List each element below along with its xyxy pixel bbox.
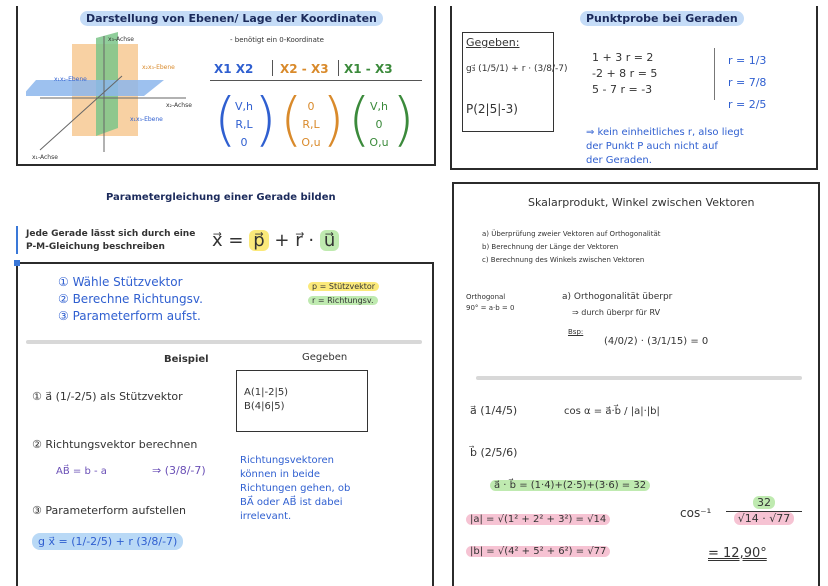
- intro-accent-bar: [16, 226, 18, 254]
- column-values-x1x3: V,h 0 O,u: [369, 100, 389, 149]
- plane-x1x2: [26, 80, 164, 96]
- dot-product: a⃗ · b⃗ = (1·4)+(2·5)+(3·6) = 32: [490, 480, 650, 491]
- line-equation: g₃⃗ (1/5/1) + r · (3/8/-7): [466, 64, 568, 74]
- parametergleichung-title: Parametergleichung einer Gerade bilden: [106, 192, 336, 203]
- length-b: |b| = √(4² + 5² + 6²) = √77: [466, 546, 610, 557]
- x1-axis-label: x₁-Achse: [32, 154, 58, 161]
- coordinate-planes-diagram: [26, 32, 196, 160]
- legend: p = Stützvektor r = Richtungsv.: [308, 280, 379, 308]
- steps-list: ① Wähle Stützvektor ② Berechne Richtungsv. ③ Parameterform aufst.: [58, 275, 203, 323]
- table-underline: [210, 80, 422, 81]
- card-ebenen: [16, 6, 436, 166]
- beispiel-label: Beispiel: [164, 354, 209, 365]
- step3-text: ③ Parameterform aufstellen: [32, 504, 186, 517]
- cos-inverse: cos⁻¹: [680, 506, 712, 520]
- cos-fraction: 32 √14 · √77: [726, 496, 802, 525]
- x2-axis-label: x₂-Achse: [166, 102, 192, 109]
- param-form-result: g x⃗ = (1/-2/5) + r (3/8/-7): [32, 530, 183, 549]
- paren-right: ): [254, 85, 277, 153]
- column-divider: [338, 60, 339, 76]
- section-divider: [476, 376, 802, 380]
- card-skalarprodukt: [452, 182, 820, 586]
- cos-formula: cos α = a⃗·b⃗ / |a|·|b|: [564, 406, 660, 417]
- plane-x1x3-label: x₁x₃-Ebene: [130, 116, 163, 123]
- paren-left: (: [280, 85, 303, 153]
- direction-note: Richtungsvektoren können in beide Richtungen gehen, ob BA⃗ oder AB⃗ ist dabei irrelevant.: [240, 455, 351, 522]
- plane-x2x3-label: x₂x₃-Ebene: [142, 64, 175, 71]
- column-values-x2x3: 0 R,L O,u: [301, 100, 321, 149]
- ab-formula: AB⃗ = b - a: [56, 466, 107, 477]
- topics-list: a) Überprüfung zweier Vektoren auf Orthogonalität b) Berechnung der Länge der Vektoren c) Berechnung des Winkels zwischen Vektoren: [482, 230, 661, 264]
- paren-right: ): [392, 85, 415, 153]
- intro-text: Jede Gerade lässt sich durch eine P-M-Gleichung beschreiben: [26, 229, 196, 252]
- angle-result: = 12,90°: [708, 546, 767, 561]
- corner-marker: [14, 260, 20, 266]
- bsp-equation: (4/0/2) · (3/1/15) = 0: [604, 336, 709, 347]
- skalarprodukt-title: Skalarprodukt, Winkel zwischen Vektoren: [528, 196, 755, 209]
- given-point: P(2|5|-3): [466, 102, 518, 116]
- column-values-x1x2: V,h R,L 0: [235, 100, 253, 149]
- column-head-x1x3: X1 - X3: [344, 62, 393, 76]
- vector-b: b⃗ (2/5/6): [470, 446, 518, 459]
- column-head-x1x2: X1 X2: [214, 62, 254, 76]
- ortho-sub: ⇒ durch überpr für RV: [572, 308, 661, 317]
- gegeben-label: Gegeben: [302, 352, 348, 363]
- card-beispiel: [16, 262, 434, 586]
- step1-text: ① a⃗ (1/-2/5) als Stützvektor: [32, 390, 183, 403]
- column-head-x2x3: X2 - X3: [280, 62, 329, 76]
- ortho-check: a) Orthogonalität überpr: [562, 292, 673, 302]
- bsp-label: Bsp:: [568, 328, 584, 336]
- equation-system: 1 + 3 r = 2 -2 + 8 r = 5 5 - 7 r = -3: [592, 51, 658, 96]
- solutions-divider: [714, 48, 715, 100]
- paren-left: (: [348, 85, 371, 153]
- card-punktprobe: [450, 6, 818, 170]
- ab-result: ⇒ (3/8/-7): [152, 464, 206, 477]
- given-label: Gegeben:: [466, 36, 520, 49]
- plane-x1x2-label: x₁x₂-Ebene: [54, 76, 87, 83]
- solutions: r = 1/3 r = 7/8 r = 2/5: [728, 54, 767, 111]
- given-points: A(1|-2|5) B(4|6|5): [244, 387, 289, 412]
- section-divider: [26, 340, 422, 344]
- column-divider: [272, 60, 273, 76]
- parameter-formula: x⃗ = p⃗ + r⃗ · u⃗: [212, 230, 339, 251]
- orthogonal-note: Orthogonal 90° = a·b = 0: [466, 293, 515, 312]
- x3-axis-label: x₃-Achse: [108, 36, 134, 43]
- step2-text: ② Richtungsvektor berechnen: [32, 438, 198, 451]
- ebenen-title: Darstellung von Ebenen/ Lage der Koordinaten: [80, 12, 383, 25]
- conclusion-text: ⇒ kein einheitliches r, also liegt der Punkt P auch nicht auf der Geraden.: [586, 127, 744, 166]
- vector-a: a⃗ (1/4/5): [470, 404, 518, 417]
- length-a: |a| = √(1² + 2² + 3²) = √14: [466, 514, 610, 525]
- paren-left: (: [214, 85, 237, 153]
- punktprobe-title: Punktprobe bei Geraden: [580, 12, 744, 25]
- zero-coordinate-note: - benötigt ein 0-Koordinate: [230, 36, 324, 44]
- paren-right: ): [322, 85, 345, 153]
